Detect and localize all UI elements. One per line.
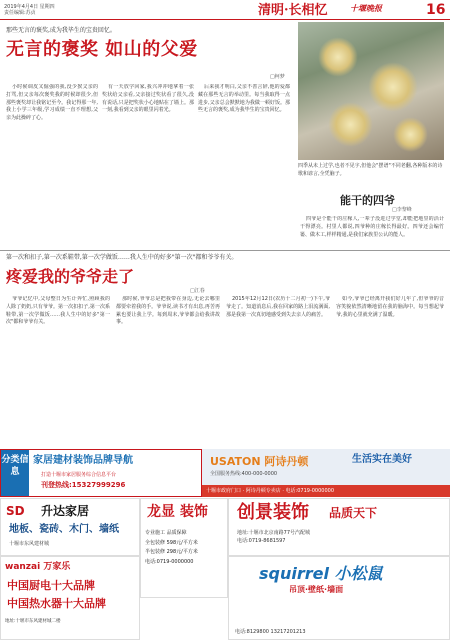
wanjiale-line-1: 中国厨电十大品牌	[7, 579, 95, 592]
article1-column-1	[6, 84, 98, 246]
classified-phone: 刊登热线:15327999296	[41, 481, 126, 489]
classified-label: 分类信息	[1, 450, 29, 496]
squirrel-logo: squirrel 小松鼠	[259, 564, 383, 583]
longxian-row: 半包装修 298元/平方米	[145, 549, 198, 555]
shengda-logo-icon: SD	[6, 504, 25, 518]
issue-date	[4, 4, 55, 16]
usaton-info-bar: 十堰市政府门口 · 阿诗丹顿专卖店 · 电话:0719-0000000	[202, 485, 450, 497]
squirrel-ad[interactable]	[228, 556, 450, 640]
wanjiale-address: 地址:十堰市东风建材城二楼	[5, 619, 61, 624]
longxian-row: 全包装修 598元/平方米	[145, 539, 198, 546]
poem-title: 能干的四爷	[340, 194, 395, 207]
longxian-row: 专业施工 品质保障	[145, 530, 187, 536]
longxian-row: 电话:0719-0000000	[145, 558, 194, 565]
chuangjing-info: 地址:十堰市北京南路77号汽配城 电话:0719-8681597	[237, 530, 311, 544]
article1-column-2	[102, 84, 194, 246]
shengda-address: 十堰市东风建材城	[9, 541, 50, 547]
article1-col3-text: 后来我才明白,父亲不善言辞,他的爱都藏在那些无言的举动里。每当我取得一点进步,父亲总会默默地为我做一顿好饭。那些无言的褒奖,成为我毕生的宝贵回忆。	[198, 84, 290, 114]
wanjiale-ad[interactable]	[0, 556, 140, 640]
article1-kicker: 那些无言的褒奖,成为我毕生的宝贵回忆。	[6, 27, 116, 34]
paper-logo: 十堰晚报	[350, 4, 382, 13]
wanjiale-line-2: 中国热水器十大品牌	[7, 597, 106, 610]
article2-headline: 疼爱我的爷爷走了	[6, 267, 135, 286]
usaton-tagline: 全国服务热线:400-000-0000	[210, 471, 278, 477]
article2-column-3	[226, 296, 330, 446]
date-text: 2019年4月4日 星期四	[4, 4, 55, 10]
article2-column-2	[116, 296, 220, 446]
article2-col2-text: 那时候,爷爷总是把我带在身边,无论去哪里都要牵着我的手。爷爷说,读书才有出息,再苦再累也要让我上学。每到周末,爷爷都会给我讲故事。	[116, 296, 220, 326]
squirrel-phone: 电话:8129800 13217201213	[235, 629, 306, 635]
article1-right-column	[300, 216, 444, 246]
article1-right-text: 四爷是个能干的庄稼人,一辈子没进过学堂,却能把地里的活计干得漂亮。村里人都说,四爷种的庄稼长得最好。四爷还会编竹篓、做木工,样样精通,是我们家族里公认的能人。	[300, 216, 444, 238]
shengda-title: 升达家居	[41, 504, 90, 518]
article1-headline: 无言的褒奖 如山的父爱	[6, 39, 198, 60]
flower-photo	[298, 22, 444, 160]
poem-author: □李黎峰	[392, 207, 412, 213]
longxian-ad[interactable]	[140, 498, 228, 598]
squirrel-products: 吊顶·壁纸·墙面	[289, 585, 344, 594]
article1-byline: □柯梦	[270, 74, 285, 80]
classified-subtitle: 打造十堰市家居服务综合信息平台	[41, 472, 117, 478]
article1-col2-text: 有一天放学回家,我兴冲冲地拿着一张奖状给父亲看,父亲接过奖状看了很久,没有说话,只是把奖状小心地贴在了墙上。那一刻,我看到父亲的眼里闪着光。	[102, 84, 194, 114]
article1-col1-text: 小时候调皮又倔强的我,没少挨父亲的打骂,但父亲每次褒奖我的时候却很少,但那些褒奖却让我铭记至今。我记得那一年,我上小学三年级,学习成绩一直不理想,父亲为此操碎了心。	[6, 84, 98, 121]
article2-byline: □江春	[190, 288, 205, 294]
usaton-logo: USATON 阿诗丹顿	[210, 455, 309, 468]
shengda-ad[interactable]	[0, 498, 140, 556]
editor-text: 责任编辑:苏贞	[4, 10, 36, 16]
page-number: 16	[426, 2, 446, 18]
usaton-ad[interactable]	[202, 449, 450, 497]
article1-column-3	[198, 84, 290, 246]
article2-column-4	[336, 296, 444, 446]
article2-kicker: 第一次和扣子,第一次系鞋带,第一次学做饭……我人生中的好多"第一次"都和爷爷有关。	[6, 254, 238, 261]
chuangjing-title: 创景装饰	[237, 502, 309, 523]
wanjiale-logo: wanzai 万家乐	[5, 562, 71, 572]
section-divider	[0, 250, 450, 251]
longxian-price-list	[145, 529, 225, 567]
longxian-title: 龙显 装饰	[147, 504, 208, 520]
section-title: 清明·长相忆	[258, 3, 328, 18]
chuangjing-ad[interactable]	[228, 498, 450, 556]
article2-col4-text: 如今,爷爷已经离开我们好几年了,但爷爷的音容笑貌依然清晰地留在我的脑海中。每当想起爷爷,我的心里就充满了温暖。	[336, 296, 444, 318]
article2-col3-text: 2015年12月12日(农历十二月初一)下午,爷爷走了。知道消息后,我在回家的路上泪流满面,那是我第一次真切地感受到失去亲人的痛苦。	[226, 296, 330, 318]
usaton-slogan: 生活实在美好	[352, 454, 412, 465]
classified-ad-banner[interactable]	[0, 449, 202, 497]
article2-col1-text: 爷爷记忆中,父母整日为生计奔忙,照顾我的人除了奶奶,只有爷爷。第一次扣扣子,第一次系鞋带,第一次学做饭……我人生中的好多"第一次"都和爷爷有关。	[6, 296, 110, 326]
article2-column-1	[6, 296, 110, 446]
shengda-products: 地板、瓷砖、木门、墙纸	[9, 524, 119, 535]
chuangjing-slogan: 品质天下	[329, 506, 378, 520]
page-header-bar	[0, 0, 450, 20]
classified-title: 家居建材装饰品牌导航	[33, 455, 133, 466]
photo-caption: 四季从未上过学,也者不见字,但他会"摆谱"不同老翻,各种版本的诗歌和谚言,全凭脑子。	[298, 163, 443, 177]
